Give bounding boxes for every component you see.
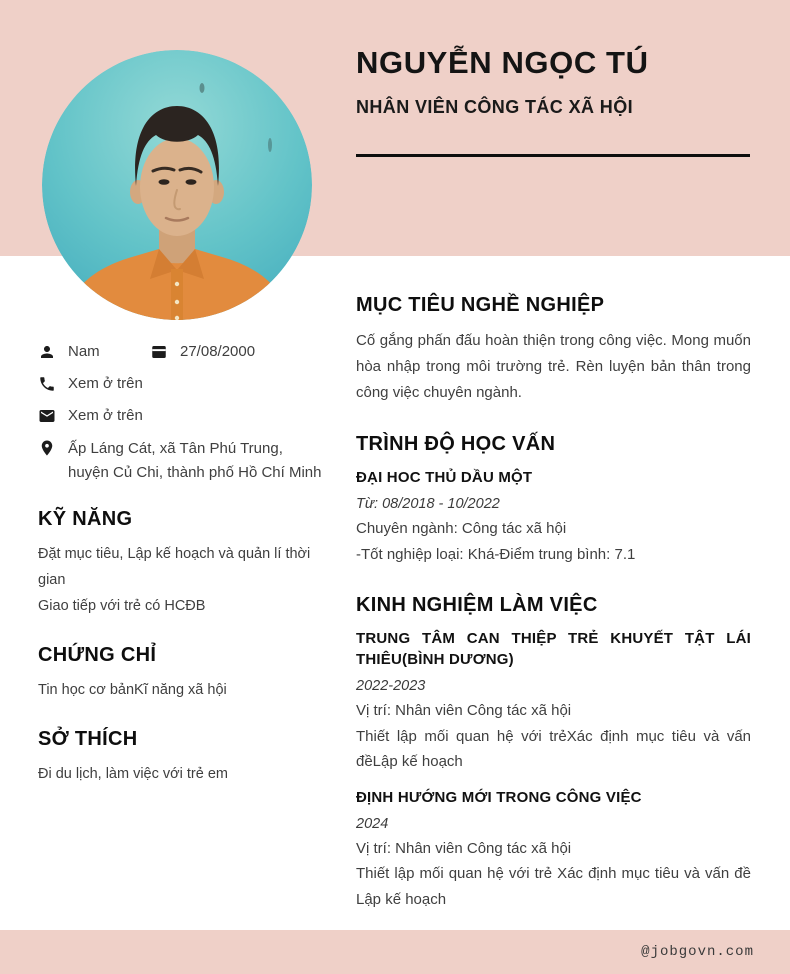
education-major: Chuyên ngành: Công tác xã hội — [356, 520, 567, 537]
job-title: NHÂN VIÊN CÔNG TÁC XÃ HỘI — [356, 97, 634, 117]
phone-row — [38, 373, 326, 395]
phone-value: Xem ở trên — [68, 375, 143, 392]
experience-description: Thiết lập mối quan hệ với trẻ Xác định mục tiêu và vấn đề Lập kế hoạch — [356, 865, 751, 908]
objective-heading: MỤC TIÊU NGHỀ NGHIỆP — [356, 294, 605, 316]
portrait-illustration — [42, 50, 312, 320]
experience-description: Thiết lập mối quan hệ với trẻXác định mục tiêu và vấn đềLập kế hoạch — [356, 727, 751, 770]
hobby-item: Đi du lịch, làm việc với trẻ em — [38, 766, 229, 782]
certificates-heading: CHỨNG CHỈ — [38, 644, 157, 666]
footer-bar — [0, 930, 790, 974]
email-row — [38, 405, 326, 427]
school-name: ĐẠI HOC THỦ DẦU MỘT — [356, 469, 533, 486]
experience-entry — [356, 628, 751, 775]
location-pin-icon — [38, 439, 56, 457]
experience-entry — [356, 787, 751, 913]
experience-period: 2024 — [356, 815, 389, 832]
calendar-icon — [150, 343, 168, 361]
education-entry — [356, 467, 751, 567]
profile-photo — [42, 50, 312, 320]
skills-heading: KỸ NĂNG — [38, 508, 133, 530]
objective-text: Cố gắng phấn đấu hoàn thiện trong công việc. Mong muốn hòa nhập trong môi trường trẻ. Rèn luyện bản thân trong công việc chuyên ngành. — [356, 332, 751, 401]
gender-dob-row — [38, 341, 326, 363]
company-name: TRUNG TÂM CAN THIỆP TRẺ KHUYẾT TẬT LÁI THIÊU(BÌNH DƯƠNG) — [356, 630, 751, 668]
gender-value: Nam — [68, 343, 100, 360]
address-value: Ấp Láng Cát, xã Tân Phú Trung, huyện Củ Chi, thành phố Hồ Chí Minh — [68, 440, 322, 481]
certificate-item: Tin học cơ bảnKĩ năng xã hội — [38, 682, 227, 698]
education-period: Từ: 08/2018 - 10/2022 — [356, 496, 500, 512]
experience-position: Vị trí: Nhân viên Công tác xã hội — [356, 839, 572, 857]
email-icon — [38, 407, 56, 425]
education-result: -Tốt nghiệp loại: Khá-Điểm trung bình: 7.1 — [356, 545, 636, 563]
experience-heading: KINH NGHIỆM LÀM VIỆC — [356, 594, 598, 616]
company-name: ĐỊNH HƯỚNG MỚI TRONG CÔNG VIỆC — [356, 788, 642, 806]
phone-icon — [38, 375, 56, 393]
experience-period: 2022-2023 — [356, 678, 426, 694]
candidate-name: NGUYỄN NGỌC TÚ — [356, 45, 649, 80]
education-heading: TRÌNH ĐỘ HỌC VẤN — [356, 433, 556, 455]
hobbies-heading: SỞ THÍCH — [38, 728, 138, 750]
experience-position: Vị trí: Nhân viên Công tác xã hội — [356, 702, 572, 719]
dob-value: 27/08/2000 — [180, 343, 256, 360]
header-text-block — [356, 44, 752, 157]
email-value: Xem ở trên — [68, 407, 143, 424]
header-divider — [356, 154, 750, 157]
right-column — [356, 292, 751, 912]
left-column — [38, 341, 326, 787]
person-icon — [38, 343, 56, 361]
skill-item: Đặt mục tiêu, Lập kế hoạch và quản lí thời gian — [38, 546, 311, 588]
watermark-text: @jobgovn.com — [641, 944, 754, 960]
address-row — [38, 437, 326, 485]
skill-item: Giao tiếp với trẻ có HCĐB — [38, 598, 206, 614]
